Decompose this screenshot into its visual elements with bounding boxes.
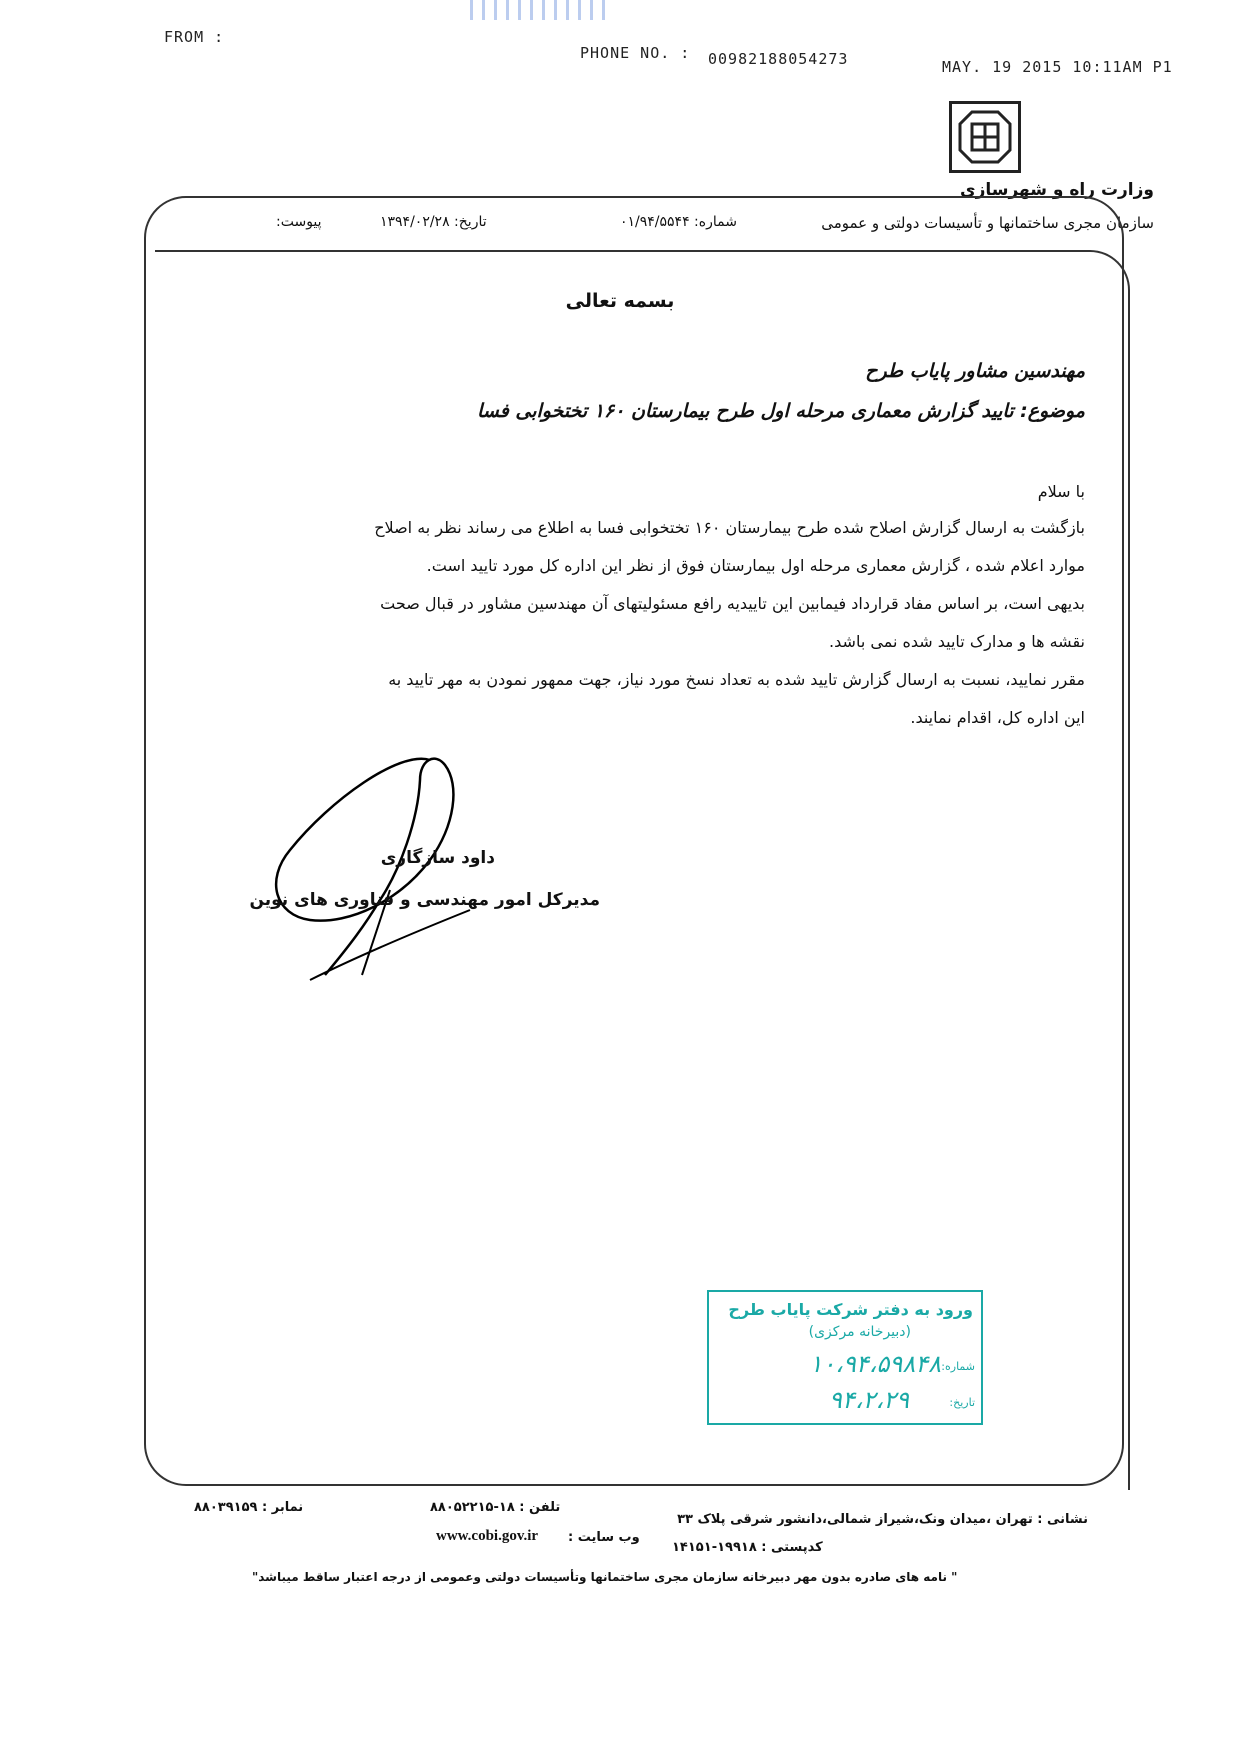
footer-website: www.cobi.gov.ir xyxy=(436,1528,539,1544)
fax-datetime: MAY. 19 2015 10:11AM P1 xyxy=(942,58,1173,76)
stamp-line1: ورود به دفتر شرکت پایاب طرح xyxy=(728,1300,973,1319)
fax-phone-number: 00982188054273 xyxy=(708,50,849,68)
stamp-date-label: تاریخ: xyxy=(949,1396,975,1409)
number-label: شماره: xyxy=(694,214,737,230)
recipient: مهندسین مشاور پایاب طرح xyxy=(865,360,1085,382)
handwritten-signature xyxy=(270,740,540,1000)
ministry-name: وزارت راه و شهرسازی xyxy=(959,180,1154,200)
fax-from-label: FROM : xyxy=(164,28,225,46)
date-value: ۱۳۹۴/۰۲/۲۸ xyxy=(380,214,450,230)
footer-fax: نمابر : ۸۸۰۳۹۱۵۹ xyxy=(194,1500,304,1515)
body-line: این اداره کل، اقدام نمایند. xyxy=(910,708,1085,727)
footer-postal-code: کدپستی : ۱۹۹۱۸-۱۴۱۵۱ xyxy=(672,1540,823,1555)
stamp-number-label: شماره: xyxy=(941,1360,975,1373)
stamp-number-value: ۱۰،۹۴،۵۹۸۴۸ xyxy=(809,1350,941,1378)
signer-name: داود سازگاری xyxy=(380,848,495,868)
fax-phone-label: PHONE NO. : xyxy=(580,44,691,62)
attachment-label: پیوست: xyxy=(276,214,322,230)
body-line: بازگشت به ارسال گزارش اصلاح شده طرح بیمارستان ۱۶۰ تختخوابی فسا به اطلاع می رساند نظر به اصلاح xyxy=(374,518,1085,537)
stamp-date-value: ۹۴،۲،۲۹ xyxy=(829,1386,909,1414)
number-value: ۰۱/۹۴/۵۵۴۴ xyxy=(620,214,690,230)
body-line: نقشه ها و مدارک تایید شده نمی باشد. xyxy=(829,632,1085,651)
stamp-line2: (دبیرخانه مرکزی) xyxy=(808,1324,911,1340)
organization-name: سازمان مجری ساختمانها و تأسیسات دولتی و عمومی xyxy=(821,214,1154,232)
greeting: با سلام xyxy=(1037,482,1085,501)
letter-number xyxy=(620,214,737,230)
body-line: موارد اعلام شده ، گزارش معماری مرحله اول بیمارستان فوق از نظر این اداره کل مورد تایید است. xyxy=(426,556,1085,575)
footer-phone: تلفن : ۱۸-۸۸۰۵۲۲۱۵ xyxy=(430,1500,561,1515)
footer-website-label: وب سایت : xyxy=(568,1530,640,1545)
footer-address: نشانی : تهران ،میدان ونک،شیراز شمالی،دانشور شرقی پلاک ۳۳ xyxy=(677,1512,1088,1527)
received-stamp xyxy=(707,1290,983,1425)
footer-notice: " نامه های صادره بدون مهر دبیرخانه سازمان مجری ساختمانها وتأسیسات دولتی وعمومی از درجه اعتبار ساقط میباشد" xyxy=(252,1570,958,1584)
date-label: تاریخ: xyxy=(454,214,487,230)
subject: موضوع: تایید گزارش معماری مرحله اول طرح بیمارستان ۱۶۰ تختخوابی فسا xyxy=(476,400,1085,422)
body-line: بدیهی است، بر اساس مفاد قرارداد فیمابین این تاییدیه رافع مسئولیتهای آن مهندسین مشاور در قبال صحت xyxy=(380,594,1085,613)
signer-title: مدیرکل امور مهندسی و فناوری های نوین xyxy=(249,890,600,910)
ministry-logo xyxy=(949,101,1021,173)
bismillah: بسمه تعالی xyxy=(565,290,675,312)
body-line: مقرر نمایید، نسبت به ارسال گزارش تایید شده به تعداد نسخ مورد نیاز، جهت ممهور نمودن به مهر تایید به xyxy=(388,670,1085,689)
scan-artifact xyxy=(470,0,830,22)
letter-date xyxy=(380,214,487,230)
